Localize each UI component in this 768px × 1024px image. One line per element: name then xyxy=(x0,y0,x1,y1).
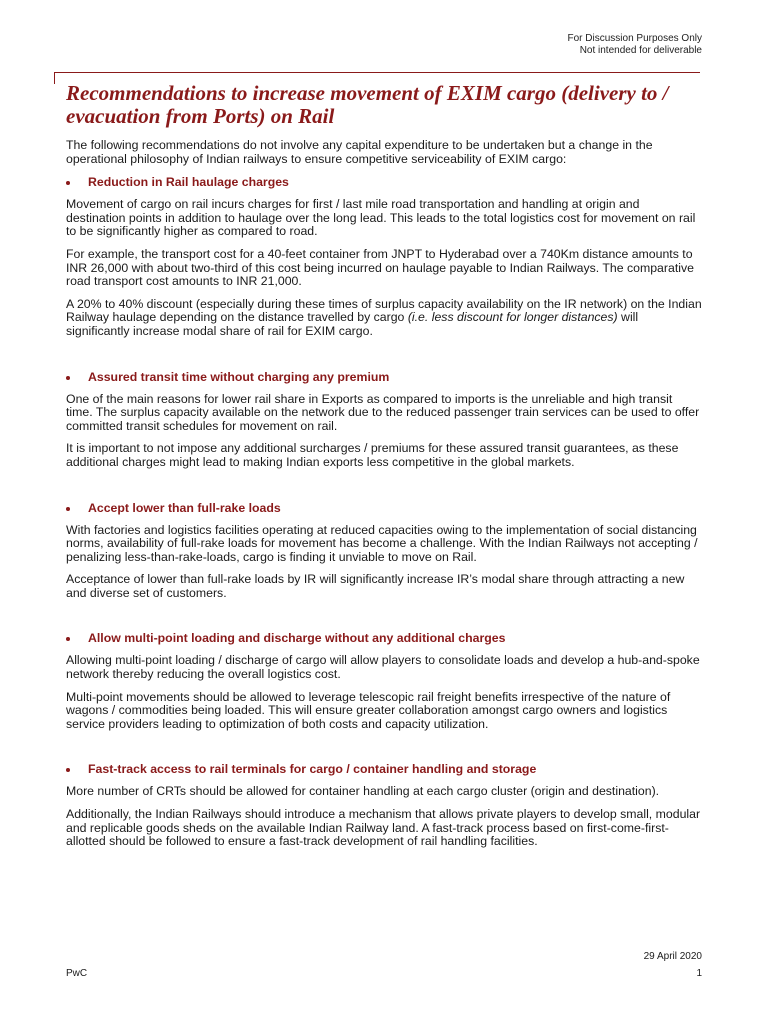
section-gap xyxy=(66,348,702,370)
section-heading xyxy=(66,631,702,645)
bullet-icon xyxy=(66,181,70,185)
footer-date: 29 April 2020 xyxy=(643,951,702,962)
section-paragraph: Acceptance of lower than full-rake loads by IR will significantly increase IR’s modal share through attracting a new and diverse set of customers. xyxy=(66,572,685,600)
section-heading xyxy=(66,501,702,515)
section-gap xyxy=(66,740,702,762)
disclaimer-line-2: Not intended for deliverable xyxy=(579,45,702,56)
page-content xyxy=(66,82,702,858)
corner-rule-vertical xyxy=(54,72,55,84)
section-heading-text: Reduction in Rail haulage charges xyxy=(88,175,289,190)
section-paragraph: With factories and logistics facilities operating at reduced capacities owing to the implementation of social distancing norms, availability of full-rake loads for movement has become a challenge. With the Indian Railways not accepting / penalizing less-than-rake-loads, cargo is finding it unviable to move on Rail. xyxy=(66,522,698,564)
section-gap xyxy=(66,479,702,501)
section-heading xyxy=(66,370,702,384)
page-title: Recommendations to increase movement of EXIM cargo (delivery to / evacuation from Ports) on Rail xyxy=(66,81,669,128)
section-paragraph xyxy=(66,298,702,339)
bullet-icon xyxy=(66,637,70,641)
section-heading-text: Assured transit time without charging any premium xyxy=(88,369,390,384)
section-paragraph: More number of CRTs should be allowed for container handling at each cargo cluster (origin and destination). xyxy=(66,784,660,799)
section-heading-text: Accept lower than full-rake loads xyxy=(88,500,281,515)
section-heading-text: Fast-track access to rail terminals for cargo / container handling and storage xyxy=(88,762,537,777)
italic-note: (i.e. less discount for longer distances) xyxy=(407,310,618,325)
section-paragraph: It is important to not impose any additional surcharges / premiums for these assured transit guarantees, as these additional charges might lead to making Indian exports less competitive in the global markets. xyxy=(66,441,679,469)
bullet-icon xyxy=(66,376,70,380)
section-paragraph: Allowing multi-point loading / discharge of cargo will allow players to consolidate loads and develop a hub-and-spoke network thereby reducing the overall logistics cost. xyxy=(66,653,700,682)
section-heading-text: Allow multi-point loading and discharge without any additional charges xyxy=(88,631,506,646)
intro-paragraph: The following recommendations do not involve any capital expenditure to be undertaken but a change in the operational philosophy of Indian railways to ensure competitive serviceability of EXIM cargo: xyxy=(66,138,653,166)
section-gap xyxy=(66,609,702,631)
text-run: will significantly increase modal share of rail for EXIM cargo. xyxy=(66,310,639,338)
section-heading xyxy=(66,175,702,189)
section-paragraph: Movement of cargo on rail incurs charges for first / last mile road transportation and handling at origin and destination points in addition to haulage over the long lead. This leads to the total logistics cost for movement on rail to be significantly higher as compared to road. xyxy=(66,197,696,239)
bullet-icon xyxy=(66,507,70,511)
footer-brand: PwC xyxy=(66,968,88,979)
section-paragraph: Multi-point movements should be allowed to leverage telescopic rail freight benefits irrespective of the nature of wagons / commodities being loaded. This will ensure greater collaboration amongst cargo owners and logistics service providers leading to optimization of both costs and capacity utilization. xyxy=(66,689,671,731)
disclaimer-line-1: For Discussion Purposes Only xyxy=(567,33,702,44)
text-run: A 20% to 40% discount (especially during these times of surplus capacity availability on the IR network) on the Indian Railway haulage depending on the distance travelled by cargo xyxy=(66,296,702,325)
section-paragraph: For example, the transport cost for a 40-feet container from JNPT to Hyderabad over a 740Km distance amounts to INR 26,000 with about two-third of this cost being incurred on haulage payable to Indian Railways. The comparative road transport cost amounts to INR 21,000. xyxy=(66,246,694,289)
footer-page-number: 1 xyxy=(696,968,702,979)
bullet-icon xyxy=(66,768,70,772)
section-paragraph: One of the main reasons for lower rail share in Exports as compared to imports is the unreliable and high transit time. The surplus capacity available on the network due to the reduced passenger train services can be used to offer committed transit schedules for movement on rail. xyxy=(66,391,700,433)
disclaimer xyxy=(568,33,703,57)
section-heading xyxy=(66,762,702,776)
section-paragraph: Additionally, the Indian Railways should introduce a mechanism that allows private players to develop small, modular and replicable goods sheds on the available Indian Railway land. A fast-track process based on first-come-first-allotted should be followed to ensure a fast-track development of rail handling facilities. xyxy=(66,807,701,849)
corner-rule-horizontal xyxy=(54,72,700,73)
